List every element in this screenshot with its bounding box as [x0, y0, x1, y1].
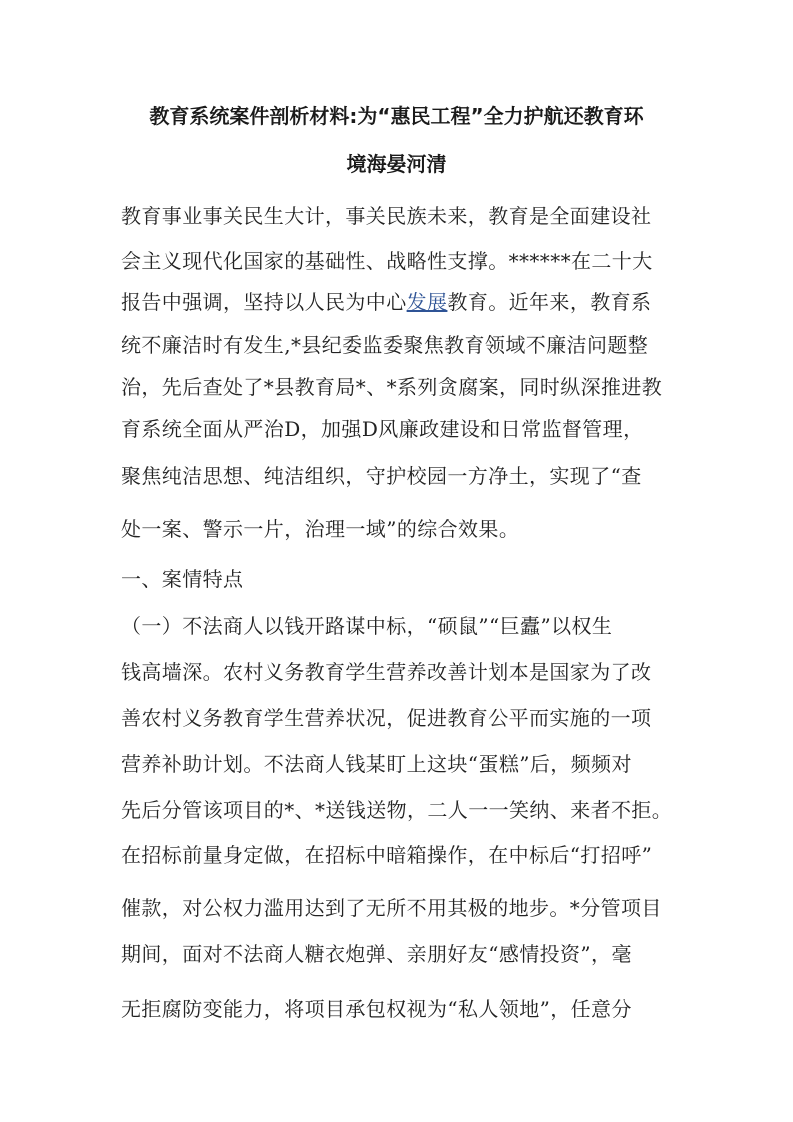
body-line: 先后分管该项目的*、*送钱送物，二人一一笑纳、来者不拒。 [121, 798, 673, 822]
body-line: 钱高墙深。农村义务教育学生营养改善计划本是国家为了改 [121, 660, 652, 684]
body-line: 会主义现代化国家的基础性、战略性支撑。******在二十大 [121, 249, 653, 273]
section-heading: 一、案情特点 [121, 567, 244, 591]
fazhan-link[interactable]: 发展 [406, 290, 448, 314]
body-line: 处一案、警示一片，治理一域”的综合效果。 [121, 517, 520, 541]
body-line: 营养补助计划。不法商人钱某盯上这块“蛋糕”后，频频对 [121, 752, 632, 776]
body-line: 催款，对公权力滥用达到了无所不用其极的地步。*分管项目 [121, 896, 662, 920]
body-line: 善农村义务教育学生营养状况，促进教育公平而实施的一项 [121, 706, 652, 730]
body-text: 教育。近年来，教育系 [447, 290, 652, 314]
body-line: 在招标前量身定做，在招标中暗箱操作，在中标后“打招呼” [121, 843, 653, 867]
body-line: 无拒腐防变能力，将项目承包权视为“私人领地”，任意分 [121, 997, 632, 1021]
body-text: 报告中强调，坚持以人民为中心 [121, 290, 407, 314]
body-line: 聚焦纯洁思想、纯洁组织，守护校园一方净土，实现了“查 [121, 464, 642, 488]
body-line: 教育事业事关民生大计，事关民族未来，教育是全面建设社 [121, 204, 652, 228]
subsection-heading: （一）不法商人以钱开路谋中标，“硕鼠”“巨蠹”以权生 [121, 614, 613, 638]
body-line: 治，先后查处了*县教育局*、*系列贪腐案，同时纵深推进教 [121, 375, 663, 399]
document-title-line-1: 教育系统案件剖析材料:为“惠民工程”全力护航还教育环 [149, 104, 644, 128]
body-line-with-link [121, 289, 651, 315]
body-line: 统不廉洁时有发生,*县纪委监委聚焦教育领域不廉洁问题整 [121, 333, 649, 357]
document-title-line-2: 境海晏河清 [346, 152, 447, 176]
body-line: 育系统全面从严治D，加强D风廉政建设和日常监督管理， [121, 417, 644, 441]
body-line: 期间，面对不法商人糖衣炮弹、亲朋好友“感情投资”，毫 [121, 942, 632, 966]
